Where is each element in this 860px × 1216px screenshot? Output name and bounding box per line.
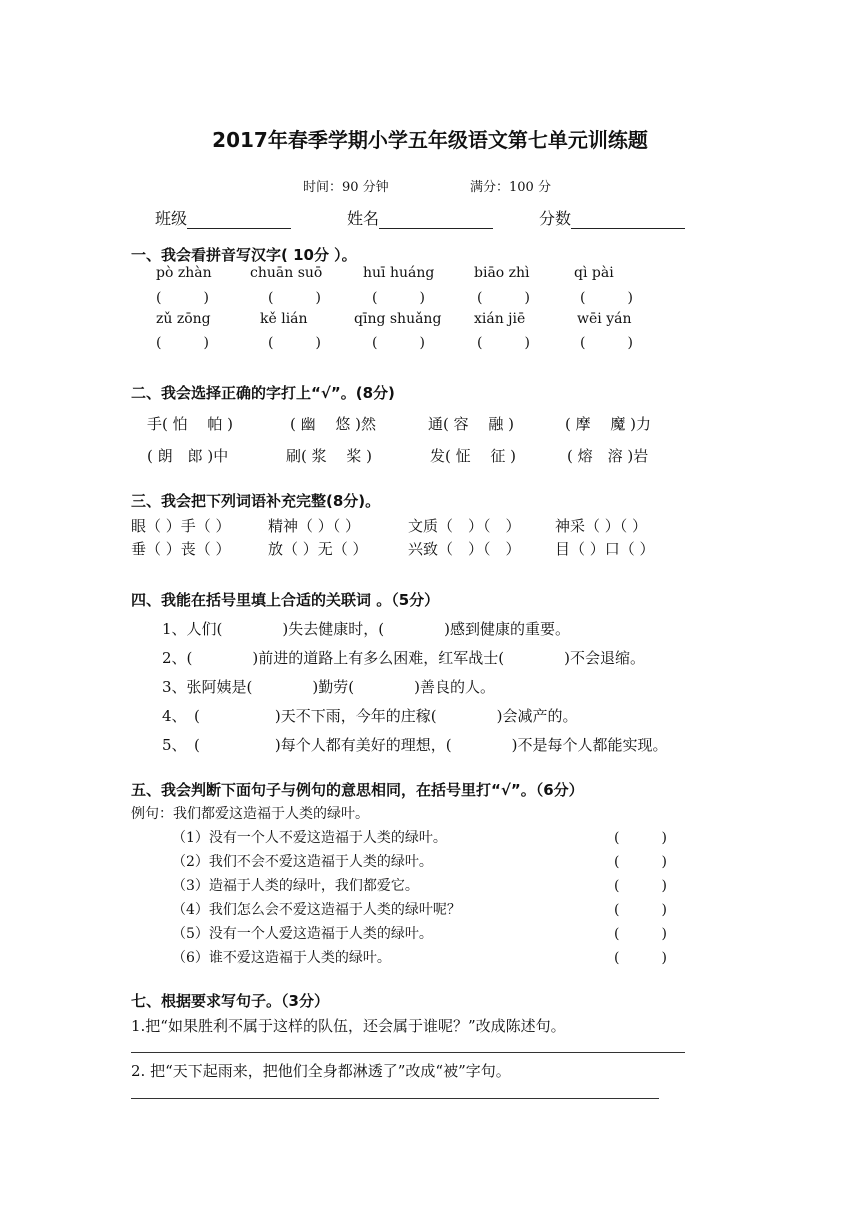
idiom-item[interactable]: 放（ ）无（ ） — [268, 540, 368, 558]
judge-blank[interactable]: ( ) — [614, 902, 667, 918]
pinyin-item: pò zhàn — [156, 265, 212, 281]
section5-heading: 五、我会判断下面句子与例句的意思相同，在括号里打“√”。（6分） — [131, 781, 584, 799]
pinyin-item: zǔ zōng — [156, 311, 211, 327]
class-field — [155, 206, 291, 229]
full-score: 满分：100 分 — [470, 180, 551, 195]
idiom-item[interactable]: 目（ ）口（ ） — [555, 540, 655, 558]
choice-item[interactable]: ( 熔 溶 )岩 — [567, 447, 649, 465]
answer-line-2[interactable] — [131, 1098, 659, 1099]
judge-sentence: （2）我们不会不爱这造福于人类的绿叶。 — [172, 854, 433, 870]
page-title: 2017年春季学期小学五年级语文第七单元训练题 — [212, 128, 648, 152]
score-field — [539, 206, 685, 229]
pinyin-item: kě lián — [260, 311, 308, 327]
rewrite-question-2: 2. 把“天下起雨来，把他们全身都淋透了”改成“被”字句。 — [131, 1062, 511, 1080]
idiom-item[interactable]: 垂（ ）丧（ ） — [131, 540, 231, 558]
idiom-item[interactable]: 神采（ ）（ ） — [555, 517, 648, 535]
judge-sentence: （1）没有一个人不爱这造福于人类的绿叶。 — [172, 830, 447, 846]
score-input-line[interactable] — [571, 212, 685, 229]
judge-blank[interactable]: ( ) — [614, 854, 667, 870]
pinyin-item: xián jiē — [474, 311, 526, 327]
conjunction-question[interactable]: 1、人们( )失去健康时，( )感到健康的重要。 — [162, 620, 570, 638]
answer-blank[interactable]: ( ) — [156, 290, 209, 306]
answer-blank[interactable]: ( ) — [580, 290, 633, 306]
judge-blank[interactable]: ( ) — [614, 926, 667, 942]
section4-heading: 四、我能在括号里填上合适的关联词 。（5分） — [131, 591, 440, 609]
judge-sentence: （5）没有一个人爱这造福于人类的绿叶。 — [172, 926, 433, 942]
choice-item[interactable]: ( 朗 郎 )中 — [147, 447, 229, 465]
answer-blank[interactable]: ( ) — [477, 335, 530, 351]
pinyin-item: chuān suō — [250, 265, 323, 281]
name-input-line[interactable] — [379, 212, 493, 229]
judge-sentence: （4）我们怎么会不爱这造福于人类的绿叶呢？ — [172, 902, 461, 918]
judge-sentence: （6）谁不爱这造福于人类的绿叶。 — [172, 950, 391, 966]
choice-item[interactable]: 刷( 浆 桨 ) — [286, 447, 373, 465]
conjunction-question[interactable]: 5、 ( )每个人都有美好的理想，( )不是每个人都能实现。 — [162, 736, 668, 754]
answer-blank[interactable]: ( ) — [580, 335, 633, 351]
judge-blank[interactable]: ( ) — [614, 878, 667, 894]
idiom-item[interactable]: 兴致（ ）（ ） — [408, 540, 521, 558]
answer-blank[interactable]: ( ) — [372, 290, 425, 306]
score-label: 分数 — [539, 209, 572, 228]
section7-heading: 七、根据要求写句子。（3分） — [131, 992, 329, 1010]
answer-blank[interactable]: ( ) — [477, 290, 530, 306]
pinyin-item: huī huáng — [363, 265, 435, 281]
conjunction-question[interactable]: 2、( )前进的道路上有多么困难，红军战士( )不会退缩。 — [162, 649, 645, 667]
choice-item[interactable]: 手( 怕 帕 ) — [147, 415, 234, 433]
section3-heading: 三、我会把下列词语补充完整(8分)。 — [131, 492, 381, 510]
rewrite-question-1: 1.把“如果胜利不属于这样的队伍，还会属于谁呢？”改成陈述句。 — [131, 1017, 566, 1035]
pinyin-item: qì pài — [574, 265, 614, 281]
name-label: 姓名 — [347, 209, 380, 228]
idiom-item[interactable]: 眼（ ）手（ ） — [131, 517, 231, 535]
judge-blank[interactable]: ( ) — [614, 950, 667, 966]
example-sentence: 例句：我们都爱这造福于人类的绿叶。 — [131, 806, 369, 822]
idiom-item[interactable]: 精神（ ）（ ） — [268, 517, 361, 535]
conjunction-question[interactable]: 4、 ( )天不下雨，今年的庄稼( )会减产的。 — [162, 707, 578, 725]
answer-line-1[interactable] — [131, 1052, 685, 1053]
pinyin-item: biāo zhì — [474, 265, 530, 281]
name-field — [347, 206, 493, 229]
answer-blank[interactable]: ( ) — [268, 290, 321, 306]
pinyin-item: qīng shuǎng — [354, 311, 442, 327]
class-input-line[interactable] — [187, 212, 291, 229]
judge-sentence: （3）造福于人类的绿叶，我们都爱它。 — [172, 878, 419, 894]
conjunction-question[interactable]: 3、张阿姨是( )勤劳( )善良的人。 — [162, 678, 495, 696]
class-label: 班级 — [155, 209, 188, 228]
answer-blank[interactable]: ( ) — [156, 335, 209, 351]
choice-item[interactable]: 通( 容 融 ) — [428, 415, 515, 433]
answer-blank[interactable]: ( ) — [268, 335, 321, 351]
answer-blank[interactable]: ( ) — [372, 335, 425, 351]
section2-heading: 二、我会选择正确的字打上“√”。(8分) — [131, 384, 395, 402]
choice-item[interactable]: ( 摩 魔 )力 — [565, 415, 652, 433]
idiom-item[interactable]: 文质（ ）（ ） — [408, 517, 521, 535]
exam-time: 时间：90 分钟 — [303, 180, 389, 195]
choice-item[interactable]: ( 幽 悠 )然 — [290, 415, 377, 433]
choice-item[interactable]: 发( 怔 征 ) — [430, 447, 517, 465]
section1-heading: 一、我会看拼音写汉字( 10分 ）。 — [131, 246, 357, 264]
judge-blank[interactable]: ( ) — [614, 830, 667, 846]
pinyin-item: wēi yán — [577, 311, 632, 327]
